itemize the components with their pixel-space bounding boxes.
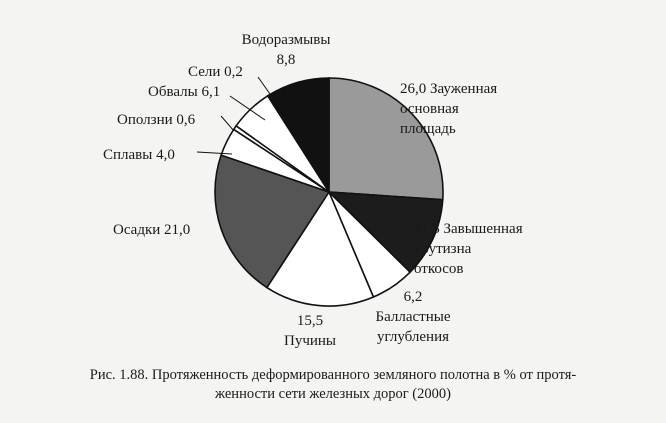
slice-label-6-line-1: Сплавы 4,0 — [103, 147, 175, 163]
slice-label-7 — [117, 112, 196, 128]
slice-label-3-line-3: углубления — [376, 329, 450, 345]
slice-label-9-line-1: Сели 0,2 — [188, 64, 243, 80]
slice-label-8-line-1: Обвалы 6,1 — [148, 84, 221, 100]
slice-label-7-line-1: Оползни 0,6 — [117, 112, 196, 128]
slice-label-3 — [375, 289, 450, 345]
slice-label-2-line-2: крутизна — [414, 241, 472, 257]
slice-label-9 — [188, 64, 243, 80]
slice-label-5-line-1: Осадки 21,0 — [113, 222, 191, 238]
slice-label-10-line-1: Водоразмывы — [241, 32, 331, 48]
slice-label-3-line-2: Балластные — [375, 309, 451, 325]
slice-label-10 — [242, 32, 331, 68]
slice-label-6 — [103, 147, 175, 163]
leader-line-9 — [258, 77, 270, 94]
slice-label-3-line-1: 6,2 — [403, 289, 423, 305]
slice-label-8 — [148, 84, 220, 100]
figure-caption-line-1: Рис. 1.88. Протяженность деформированного земляного полотна в % от протя- — [89, 367, 577, 383]
slice-label-1-line-3: площадь — [400, 121, 456, 137]
slice-label-5 — [113, 222, 190, 238]
slice-label-2-line-3: откосов — [414, 261, 464, 277]
slice-label-1 — [400, 81, 497, 137]
slice-label-1-line-2: основная — [400, 101, 459, 117]
leader-line-7 — [221, 116, 234, 131]
slice-label-2-line-1: 11,3 Завышенная — [414, 221, 523, 237]
slice-label-2 — [414, 221, 523, 277]
slice-label-10-line-2: 8,8 — [276, 52, 296, 68]
figure-caption-line-2: женности сети железных дорог (2000) — [215, 386, 451, 402]
slice-label-4-line-1: 15,5 — [296, 313, 324, 329]
slice-label-4 — [284, 313, 336, 349]
slice-label-1-line-1: 26,0 Зауженная — [400, 81, 498, 97]
slice-label-4-line-2: Пучины — [283, 333, 337, 349]
